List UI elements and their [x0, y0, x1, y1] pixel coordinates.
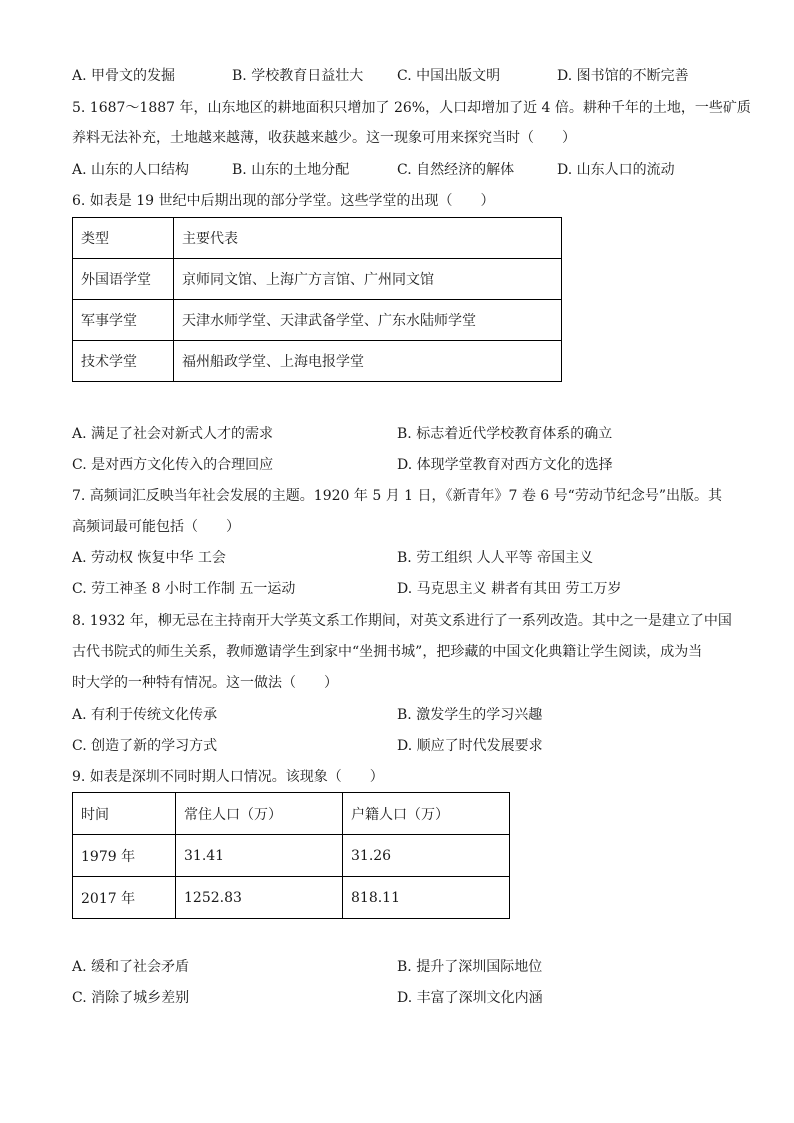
table-cell: 818.11 — [343, 877, 510, 919]
q8-stem-line3: 时大学的一种特有情况。这一做法（ ） — [72, 675, 338, 691]
table-cell: 福州船政学堂、上海电报学堂 — [174, 341, 562, 382]
table-header-row — [73, 793, 510, 835]
q9-option-d: D. 丰富了深圳文化内涵 — [397, 990, 543, 1006]
table-header-cell: 类型 — [73, 218, 174, 259]
table-row — [73, 835, 510, 877]
q5-option-a: A. 山东的人口结构 — [72, 162, 190, 178]
q8-stem-line2: 古代书院式的师生关系，教师邀请学生到家中“坐拥书城”，把珍藏的中国文化典籍让学生阅读，成为当 — [72, 644, 703, 660]
table-header-cell: 户籍人口（万） — [343, 793, 510, 835]
q5-stem-line2: 养料无法补充，土地越来越薄，收获越来越少。这一现象可用来探究当时（ ） — [72, 130, 576, 146]
q8-option-d: D. 顺应了时代发展要求 — [397, 738, 543, 754]
q6-option-b: B. 标志着近代学校教育体系的确立 — [397, 426, 613, 442]
q8-option-c: C. 创造了新的学习方式 — [72, 738, 218, 754]
table-header-cell: 时间 — [73, 793, 176, 835]
q5-stem-line1: 5. 1687～1887 年，山东地区的耕地面积只增加了 26%，人口却增加了近 4 倍。耕种千年的土地，一些矿质 — [72, 100, 751, 116]
q9-stem: 9. 如表是深圳不同时期人口情况。该现象（ ） — [72, 769, 384, 785]
table-cell: 外国语学堂 — [73, 259, 174, 300]
q4-option-d: D. 图书馆的不断完善 — [557, 68, 689, 84]
table-cell: 京师同文馆、上海广方言馆、广州同文馆 — [174, 259, 562, 300]
table-row — [73, 259, 562, 300]
q9-option-a: A. 缓和了社会矛盾 — [72, 959, 190, 975]
table-header-row — [73, 218, 562, 259]
table-cell: 军事学堂 — [73, 300, 174, 341]
q5-option-d: D. 山东人口的流动 — [557, 162, 675, 178]
table-row — [73, 300, 562, 341]
q4-option-b: B. 学校教育日益壮大 — [232, 68, 364, 84]
table-row — [73, 877, 510, 919]
q6-option-d: D. 体现学堂教育对西方文化的选择 — [397, 457, 613, 473]
q9-table — [72, 792, 510, 919]
table-cell: 技术学堂 — [73, 341, 174, 382]
q9-option-b: B. 提升了深圳国际地位 — [397, 959, 543, 975]
q7-option-b: B. 劳工组织 人人平等 帝国主义 — [397, 550, 594, 566]
q8-option-b: B. 激发学生的学习兴趣 — [397, 707, 543, 723]
table-cell: 1252.83 — [176, 877, 343, 919]
q4-option-a: A. 甲骨文的发掘 — [72, 68, 176, 84]
q5-option-c: C. 自然经济的解体 — [397, 162, 515, 178]
q6-option-c: C. 是对西方文化传入的合理回应 — [72, 457, 274, 473]
table-row — [73, 341, 562, 382]
table-cell: 31.26 — [343, 835, 510, 877]
table-header-cell: 主要代表 — [174, 218, 562, 259]
table-header-cell: 常住人口（万） — [176, 793, 343, 835]
q5-option-b: B. 山东的土地分配 — [232, 162, 350, 178]
q9-option-c: C. 消除了城乡差别 — [72, 990, 190, 1006]
table-cell: 1979 年 — [73, 835, 176, 877]
table-cell: 天津水师学堂、天津武备学堂、广东水陆师学堂 — [174, 300, 562, 341]
q7-option-a: A. 劳动权 恢复中华 工会 — [72, 550, 226, 566]
q4-option-c: C. 中国出版文明 — [397, 68, 501, 84]
q7-stem-line2: 高频词最可能包括（ ） — [72, 519, 240, 535]
q7-stem-line1: 7. 高频词汇反映当年社会发展的主题。1920 年 5 月 1 日，《新青年》7 卷 6 号“劳动节纪念号”出版。其 — [72, 488, 722, 504]
q8-stem-line1: 8. 1932 年，柳无忌在主持南开大学英文系工作期间，对英文系进行了一系列改造。其中之一是建立了中国 — [72, 613, 732, 629]
q7-option-d: D. 马克思主义 耕者有其田 劳工万岁 — [397, 581, 622, 597]
q6-table — [72, 217, 562, 382]
q6-option-a: A. 满足了社会对新式人才的需求 — [72, 426, 274, 442]
q7-option-c: C. 劳工神圣 8 小时工作制 五一运动 — [72, 581, 296, 597]
table-cell: 31.41 — [176, 835, 343, 877]
q6-stem: 6. 如表是 19 世纪中后期出现的部分学堂。这些学堂的出现（ ） — [72, 193, 495, 209]
table-cell: 2017 年 — [73, 877, 176, 919]
q8-option-a: A. 有利于传统文化传承 — [72, 707, 218, 723]
